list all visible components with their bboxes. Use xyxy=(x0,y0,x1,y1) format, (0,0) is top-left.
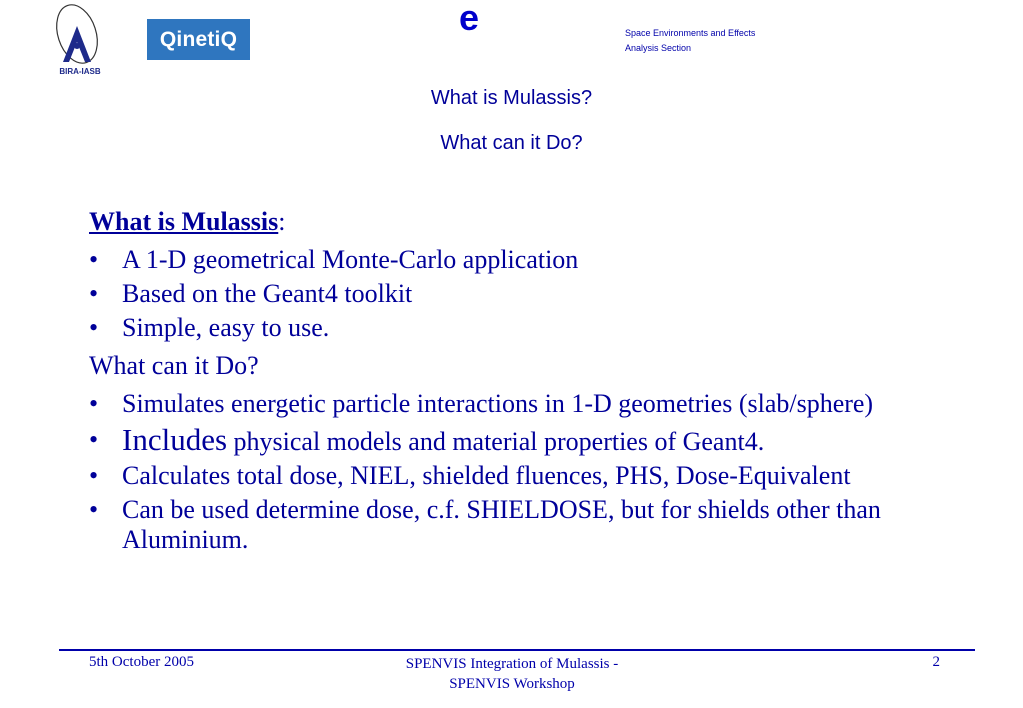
footer-title-line2: SPENVIS Workshop xyxy=(449,676,575,692)
bira-logo-icon xyxy=(50,2,110,78)
bullet-item: • Simple, easy to use. xyxy=(89,313,969,343)
qinetiq-logo-text: QinetiQ xyxy=(159,27,238,51)
bullet-item: • Based on the Geant4 toolkit xyxy=(89,279,969,309)
page-title-line2: What can it Do? xyxy=(440,132,583,154)
section-heading-title: What is Mulassis xyxy=(89,207,279,236)
page-title-line1: What is Mulassis? xyxy=(430,87,593,109)
subheading: What can it Do? xyxy=(89,351,259,380)
bullet-rest-text: physical models and material properties of Geant4. xyxy=(227,427,765,456)
section-label-line2: Analysis Section xyxy=(625,43,692,53)
bullet-item: • Can be used determine dose, c.f. SHIELDOSE, but for shields other than Aluminium. xyxy=(89,495,969,555)
qinetiq-logo xyxy=(147,19,250,60)
footer-title xyxy=(362,654,662,694)
section-heading-colon: : xyxy=(278,207,286,236)
footer-date: 5th October 2005 xyxy=(89,654,194,670)
bullet-item: • Simulates energetic particle interactions in 1-D geometries (slab/sphere) xyxy=(89,389,969,419)
bira-iasb-logo xyxy=(50,2,110,78)
bullet-item: • Calculates total dose, NIEL, shielded fluences, PHS, Dose-Equivalent xyxy=(89,461,969,491)
section-label xyxy=(625,26,755,56)
section-heading xyxy=(89,203,969,241)
footer-divider xyxy=(59,649,975,651)
slide-body xyxy=(89,203,969,559)
section-label-line1: Space Environments and Effects xyxy=(625,28,756,38)
page-number: 2 xyxy=(932,654,940,670)
center-e-logo: e xyxy=(459,0,480,38)
footer-title-line1: SPENVIS Integration of Mulassis - xyxy=(405,656,619,672)
bira-logo-text: BIRA-IASB xyxy=(59,67,101,76)
bullet-item xyxy=(89,422,969,457)
bullet-lead-word: Includes xyxy=(122,422,228,457)
bullet-item: • A 1-D geometrical Monte-Carlo application xyxy=(89,245,969,275)
